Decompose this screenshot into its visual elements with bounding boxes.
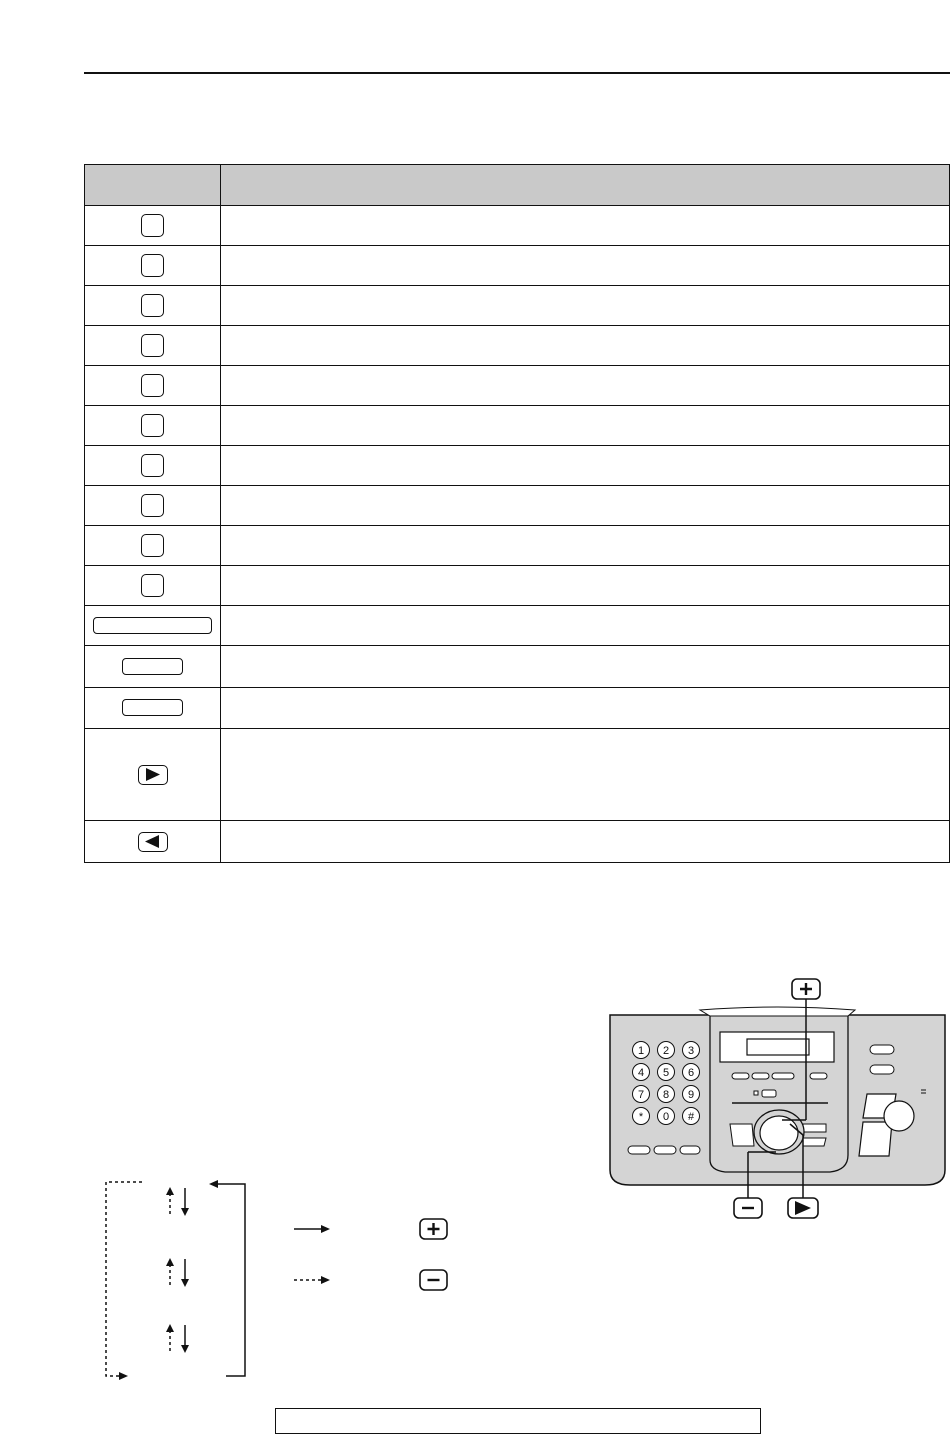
cycle-diagram [106, 1180, 245, 1380]
keypad-key-label: 6 [687, 1067, 695, 1079]
cycle-legend [294, 1219, 447, 1290]
keypad-key-label: * [638, 1111, 644, 1123]
keypad-key-label: 7 [637, 1089, 645, 1101]
cycle-step-arrows [166, 1187, 189, 1353]
keypad-key-label: 8 [662, 1089, 670, 1101]
keypad-key-label: 4 [637, 1067, 645, 1079]
keypad-key-label: 0 [662, 1111, 670, 1123]
keypad-key-label: # [687, 1111, 695, 1123]
footer-box [275, 1408, 761, 1434]
keypad-key-label: 2 [662, 1045, 670, 1057]
keypad-key-label: 3 [687, 1045, 695, 1057]
keypad-key-label: 5 [662, 1067, 670, 1079]
keypad-key-label: 9 [687, 1089, 695, 1101]
dashed-cycle-line [106, 1182, 142, 1376]
solid-cycle-line [216, 1184, 245, 1376]
fax-panel-illustration [610, 1007, 945, 1185]
keypad-key-label: 1 [637, 1045, 645, 1057]
